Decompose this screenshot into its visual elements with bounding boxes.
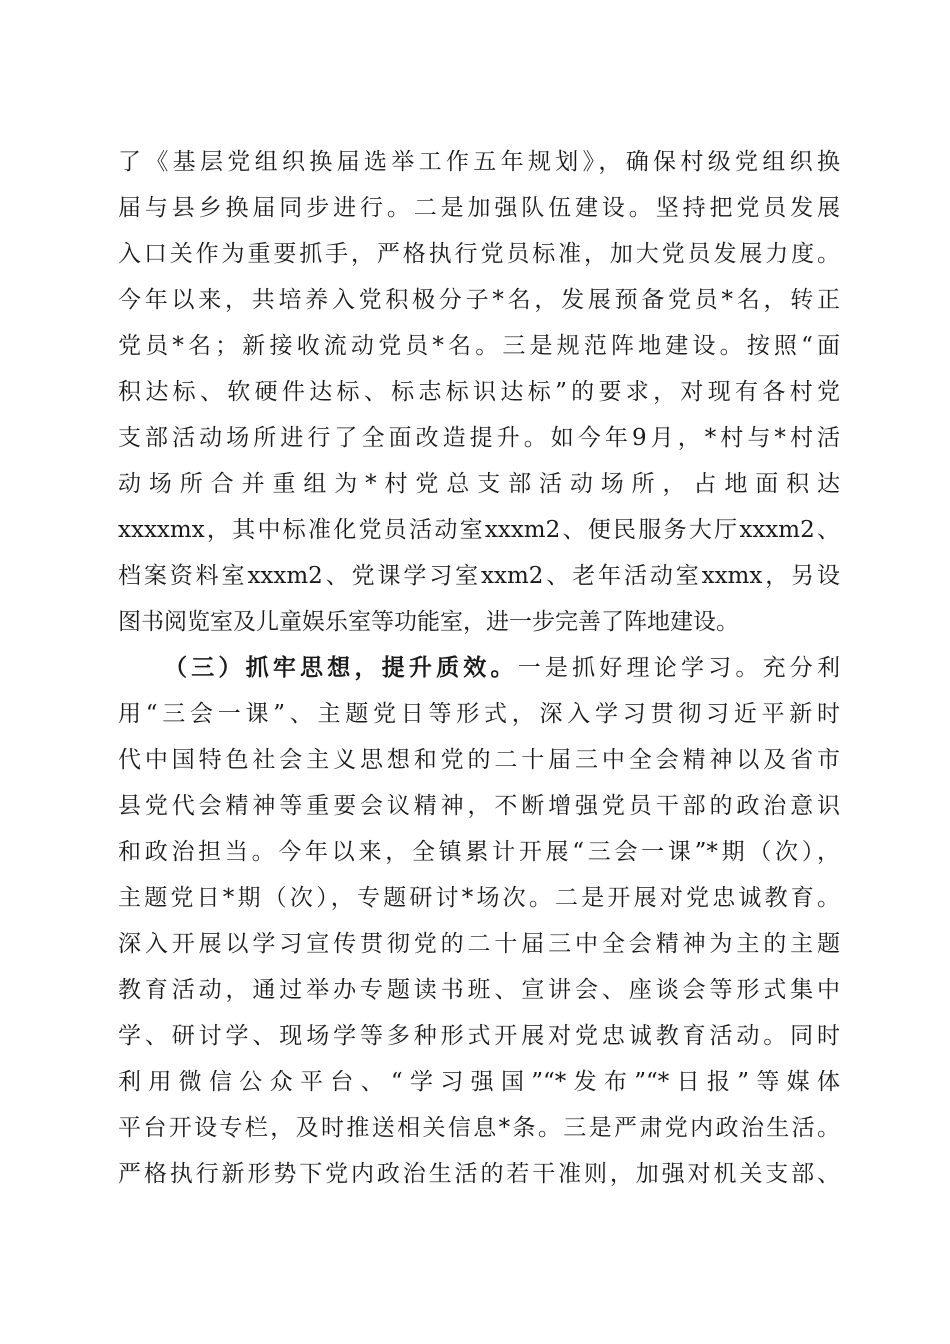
paragraph-line: 和政治担当。今年以来，全镇累计开展“三会一课”*期（次），: [118, 839, 840, 865]
paragraph-line: 图书阅览室及儿童娱乐室等功能室，进一步完善了阵地建设。: [118, 609, 739, 635]
paragraph-line: 积达标、软硬件达标、标志标识达标”的要求，对现有各村党: [118, 379, 840, 405]
paragraph-line: 今年以来，共培养入党积极分子*名，发展预备党员*名，转正: [118, 287, 840, 313]
paragraph-line: 代中国特色社会主义思想和党的二十届三中全会精神以及省市: [118, 747, 840, 773]
paragraph-line: 用“三会一课”、主题党日等形式，深入学习贯彻习近平新时: [118, 701, 840, 727]
paragraph-line: 利用微信公众平台、“学习强国”“*发布”“*日报”等媒体: [118, 1069, 840, 1095]
paragraph-line: 县党代会精神等重要会议精神，不断增强党员干部的政治意识: [118, 793, 840, 819]
paragraph-line: 了《基层党组织换届选举工作五年规划》，确保村级党组织换: [118, 149, 840, 175]
section-heading-line: [164, 650, 840, 686]
paragraph-line: 入口关作为重要抓手，严格执行党员标准，加大党员发展力度。: [118, 241, 840, 267]
section-heading: （三）抓牢思想，提升质效。: [164, 654, 518, 681]
paragraph-line: 教育活动，通过举办专题读书班、宣讲会、座谈会等形式集中: [118, 977, 840, 1003]
section-first-line-text: 一是抓好理论学习。充分利: [517, 655, 841, 681]
paragraph-line: 届与县乡换届同步进行。二是加强队伍建设。坚持把党员发展: [118, 195, 840, 221]
paragraph-line: 主题党日*期（次），专题研讨*场次。二是开展对党忠诚教育。: [118, 885, 840, 911]
paragraph-line: 党员*名；新接收流动党员*名。三是规范阵地建设。按照“面: [118, 333, 840, 359]
paragraph-line: 平台开设专栏，及时推送相关信息*条。三是严肃党内政治生活。: [118, 1115, 840, 1141]
paragraph-line: 深入开展以学习宣传贯彻党的二十届三中全会精神为主的主题: [118, 931, 840, 957]
paragraph-line: 动场所合并重组为*村党总支部活动场所，占地面积达: [118, 471, 840, 497]
paragraph-line: xxxxmx，其中标准化党员活动室xxxm2、便民服务大厅xxxm2、: [118, 517, 840, 543]
paragraph-line: 档案资料室xxxm2、党课学习室xxm2、老年活动室xxmx，另设: [118, 563, 840, 589]
paragraph-line: 学、研讨学、现场学等多种形式开展对党忠诚教育活动。同时: [118, 1023, 840, 1049]
paragraph-line: 支部活动场所进行了全面改造提升。如今年9月，*村与*村活: [118, 425, 840, 451]
paragraph-line: 严格执行新形势下党内政治生活的若干准则，加强对机关支部、: [118, 1161, 840, 1187]
